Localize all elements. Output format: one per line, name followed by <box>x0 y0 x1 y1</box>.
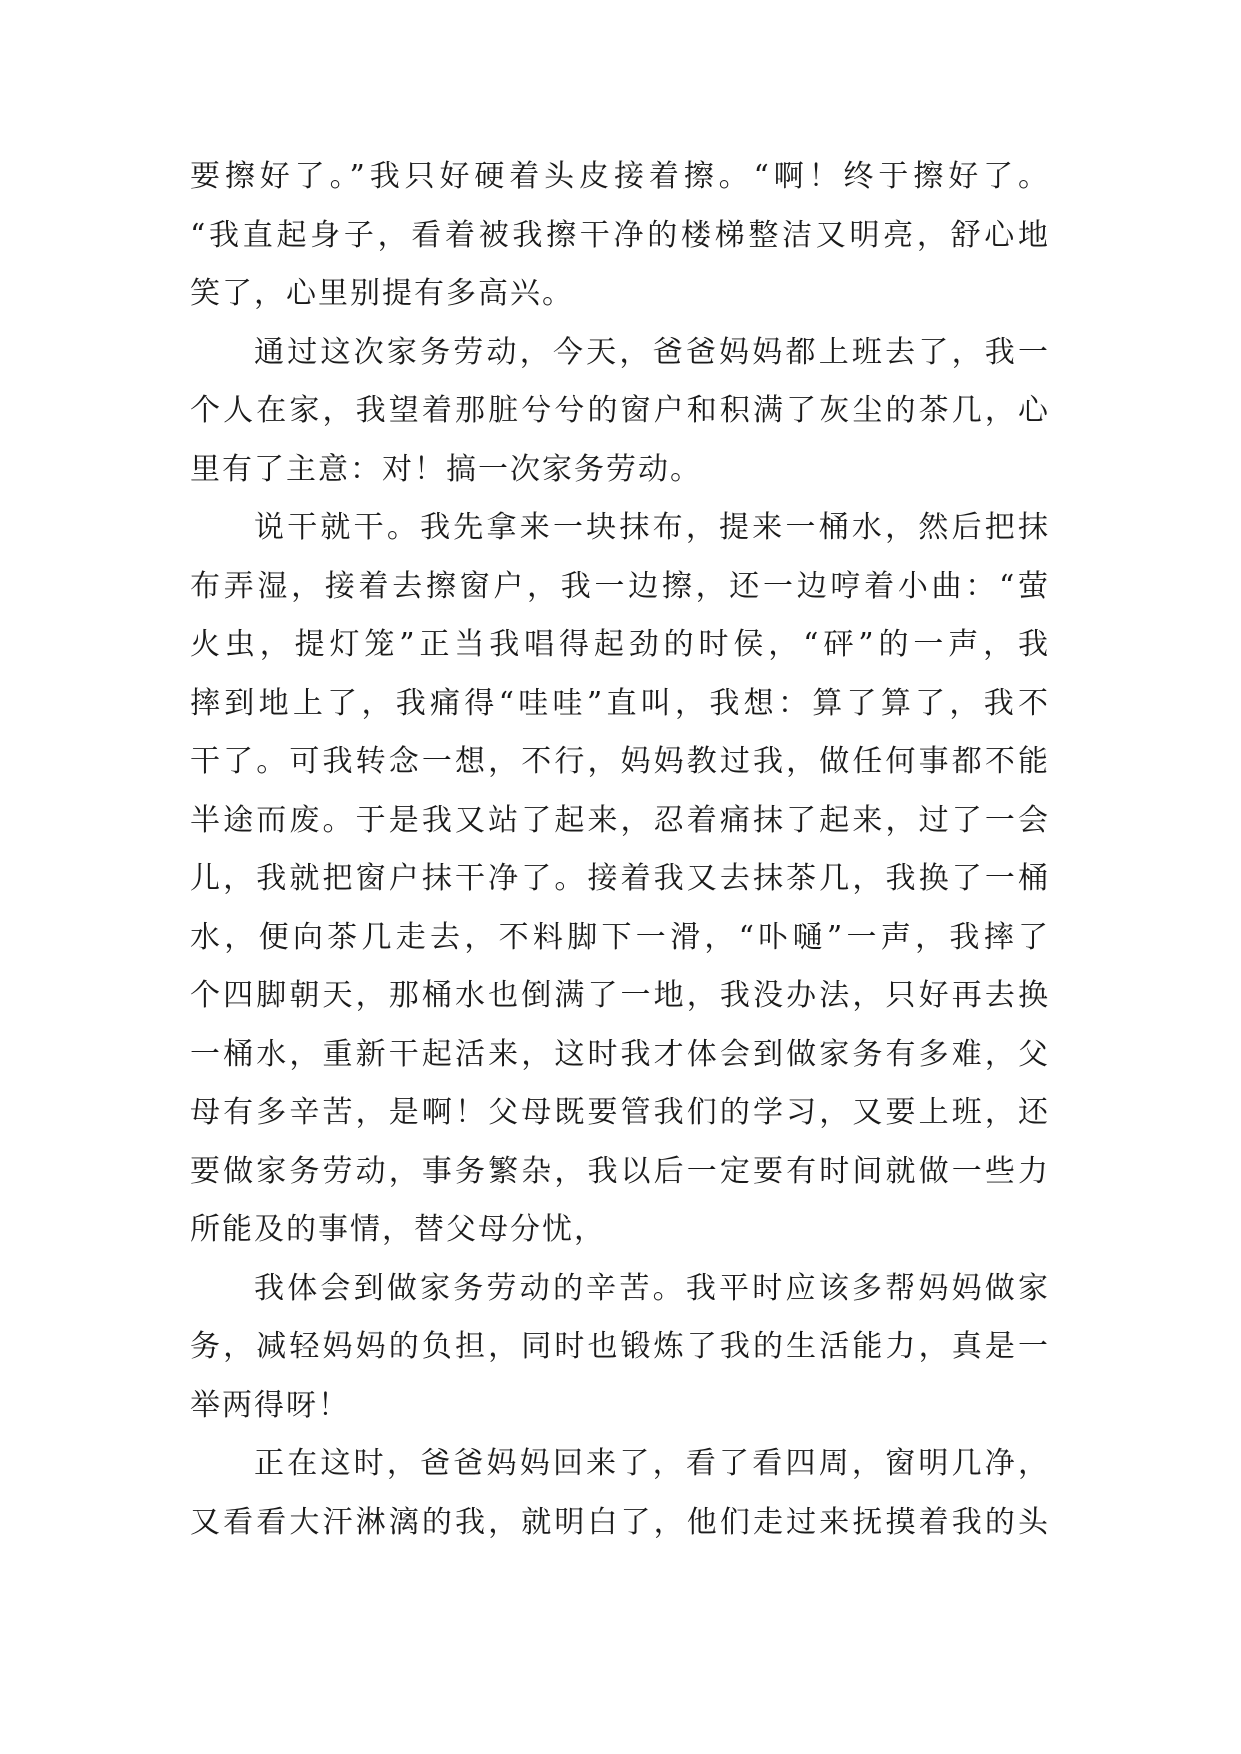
text-line: 火虫，提灯笼”正当我唱得起劲的时侯，“砰”的一声，我 <box>190 627 1050 662</box>
paragraph-first-line: 通过这次家务劳动，今天，爸爸妈妈都上班去了，我一 <box>254 334 1050 370</box>
text-line: 一桶水，重新干起活来，这时我才体会到做家务有多难，父 <box>190 1036 1050 1072</box>
text-line: 又看看大汗淋漓的我，就明白了，他们走过来抚摸着我的头 <box>190 1504 1050 1540</box>
paragraph-first-line: 我体会到做家务劳动的辛苦。我平时应该多帮妈妈做家 <box>254 1270 1050 1306</box>
text-line: 摔到地上了，我痛得“哇哇”直叫，我想：算了算了，我不 <box>190 685 1050 721</box>
text-line: 所能及的事情，替父母分忧， <box>190 1212 606 1247</box>
essay-body <box>190 148 1050 1552</box>
paragraph-first-line: 正在这时，爸爸妈妈回来了，看了看四周，窗明几净， <box>254 1446 1050 1481</box>
text-line: 要擦好了。”我只好硬着头皮接着擦。“啊！终于擦好了。 <box>190 159 1050 194</box>
paragraph-first-line: 说干就干。我先拿来一块抹布，提来一桶水，然后把抹 <box>254 510 1050 545</box>
text-line: 务，减轻妈妈的负担，同时也锻炼了我的生活能力，真是一 <box>190 1329 1050 1364</box>
text-line: “我直起身子，看着被我擦干净的楼梯整洁又明亮，舒心地 <box>190 217 1050 253</box>
text-line: 个人在家，我望着那脏兮兮的窗户和积满了灰尘的茶几，心 <box>190 393 1050 428</box>
text-line: 母有多辛苦，是啊！父母既要管我们的学习，又要上班，还 <box>190 1095 1050 1130</box>
text-line: 布弄湿，接着去擦窗户，我一边擦，还一边哼着小曲：“萤 <box>190 568 1050 604</box>
text-line: 要做家务劳动，事务繁杂，我以后一定要有时间就做一些力 <box>190 1153 1050 1189</box>
text-line: 个四脚朝天，那桶水也倒满了一地，我没办法，只好再去换 <box>190 978 1050 1013</box>
text-line: 儿，我就把窗户抹干净了。接着我又去抹茶几，我换了一桶 <box>190 861 1050 896</box>
text-line: 水，便向茶几走去，不料脚下一滑，“卟嗵”一声，我摔了 <box>190 919 1050 955</box>
text-line: 举两得呀！ <box>190 1387 350 1423</box>
text-line: 里有了主意：对！搞一次家务劳动。 <box>190 451 702 487</box>
text-line: 笑了，心里别提有多高兴。 <box>190 276 574 311</box>
text-line: 半途而废。于是我又站了起来，忍着痛抹了起来，过了一会 <box>190 802 1050 838</box>
text-line: 干了。可我转念一想，不行，妈妈教过我，做任何事都不能 <box>190 744 1050 779</box>
